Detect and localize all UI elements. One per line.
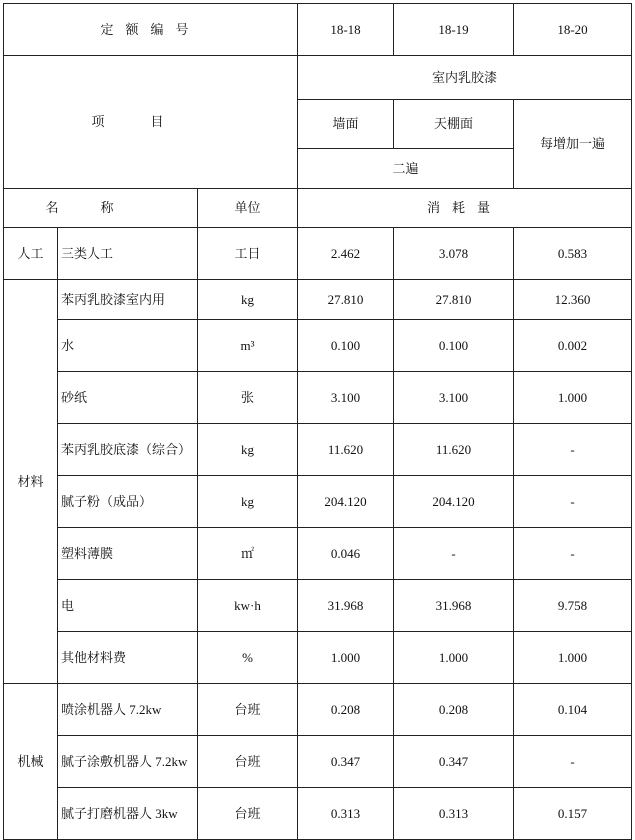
value-18-19: 3.078 — [394, 228, 514, 280]
value-18-18: 27.810 — [298, 280, 394, 320]
value-18-20: - — [514, 528, 632, 580]
name-header: 名称 — [4, 189, 198, 228]
sub-label-ceiling: 天棚面 — [394, 100, 514, 149]
value-18-19: 204.120 — [394, 476, 514, 528]
resource-unit: kg — [198, 424, 298, 476]
resource-unit: kg — [198, 476, 298, 528]
resource-name: 其他材料费 — [58, 632, 198, 684]
value-18-20: 1.000 — [514, 372, 632, 424]
value-18-20: 0.157 — [514, 788, 632, 840]
consumption-header: 消耗量 — [298, 189, 632, 228]
code-3: 18-20 — [514, 4, 632, 56]
value-18-19: 31.968 — [394, 580, 514, 632]
resource-unit: 工日 — [198, 228, 298, 280]
value-18-19: 0.347 — [394, 736, 514, 788]
table-row — [4, 320, 632, 372]
table-row — [4, 476, 632, 528]
resource-name: 水 — [58, 320, 198, 372]
value-18-19: 0.313 — [394, 788, 514, 840]
code-label: 定额编号 — [4, 4, 298, 56]
value-18-20: 0.002 — [514, 320, 632, 372]
category-machinery: 机械 — [4, 684, 58, 840]
value-18-18: 0.100 — [298, 320, 394, 372]
value-18-20: - — [514, 424, 632, 476]
code-2: 18-19 — [394, 4, 514, 56]
value-18-18: 2.462 — [298, 228, 394, 280]
table-row — [4, 228, 632, 280]
table-row — [4, 788, 632, 840]
value-18-20: 0.104 — [514, 684, 632, 736]
value-18-18: 31.968 — [298, 580, 394, 632]
resource-name: 喷涂机器人 7.2kw — [58, 684, 198, 736]
value-18-19: 11.620 — [394, 424, 514, 476]
table-row — [4, 684, 632, 736]
value-18-20: 12.360 — [514, 280, 632, 320]
resource-unit: kw·h — [198, 580, 298, 632]
unit-header: 单位 — [198, 189, 298, 228]
table-row — [4, 280, 632, 320]
resource-name: 电 — [58, 580, 198, 632]
code-row — [4, 4, 632, 56]
category-materials: 材料 — [4, 280, 58, 684]
resource-unit: ㎡ — [198, 528, 298, 580]
resource-unit: 台班 — [198, 684, 298, 736]
value-18-20: 1.000 — [514, 632, 632, 684]
item-label: 项目 — [4, 56, 298, 189]
value-18-18: 0.208 — [298, 684, 394, 736]
value-18-18: 3.100 — [298, 372, 394, 424]
table-row — [4, 528, 632, 580]
resource-name: 三类人工 — [58, 228, 198, 280]
resource-name: 腻子粉（成品） — [58, 476, 198, 528]
value-18-19: 0.100 — [394, 320, 514, 372]
value-18-18: 11.620 — [298, 424, 394, 476]
resource-name: 腻子打磨机器人 3kw — [58, 788, 198, 840]
resource-unit: % — [198, 632, 298, 684]
group-row — [4, 56, 632, 100]
resource-unit: kg — [198, 280, 298, 320]
resource-unit: 台班 — [198, 736, 298, 788]
resource-name: 砂纸 — [58, 372, 198, 424]
group-label: 室内乳胶漆 — [298, 56, 632, 100]
quota-table-container — [3, 3, 632, 840]
value-18-18: 0.046 — [298, 528, 394, 580]
coats-label: 二遍 — [298, 149, 514, 189]
value-18-19: 3.100 — [394, 372, 514, 424]
resource-unit: 台班 — [198, 788, 298, 840]
sub-label-wall: 墙面 — [298, 100, 394, 149]
table-row — [4, 424, 632, 476]
value-18-18: 0.313 — [298, 788, 394, 840]
resource-name: 苯丙乳胶底漆（综合） — [58, 424, 198, 476]
value-18-20: - — [514, 736, 632, 788]
resource-name: 塑料薄膜 — [58, 528, 198, 580]
value-18-18: 0.347 — [298, 736, 394, 788]
table-row — [4, 372, 632, 424]
category-labor: 人工 — [4, 228, 58, 280]
sub-label-extra-coat: 每增加一遍 — [514, 100, 632, 189]
value-18-20: 9.758 — [514, 580, 632, 632]
value-18-20: 0.583 — [514, 228, 632, 280]
resource-name: 苯丙乳胶漆室内用 — [58, 280, 198, 320]
value-18-18: 204.120 — [298, 476, 394, 528]
value-18-18: 1.000 — [298, 632, 394, 684]
table-row — [4, 736, 632, 788]
table-row — [4, 632, 632, 684]
value-18-20: - — [514, 476, 632, 528]
resource-name: 腻子涂敷机器人 7.2kw — [58, 736, 198, 788]
code-1: 18-18 — [298, 4, 394, 56]
value-18-19: 27.810 — [394, 280, 514, 320]
table-row — [4, 580, 632, 632]
quota-table — [3, 3, 632, 840]
value-18-19: 1.000 — [394, 632, 514, 684]
resource-unit: m³ — [198, 320, 298, 372]
resource-unit: 张 — [198, 372, 298, 424]
value-18-19: 0.208 — [394, 684, 514, 736]
value-18-19: - — [394, 528, 514, 580]
column-header-row — [4, 189, 632, 228]
